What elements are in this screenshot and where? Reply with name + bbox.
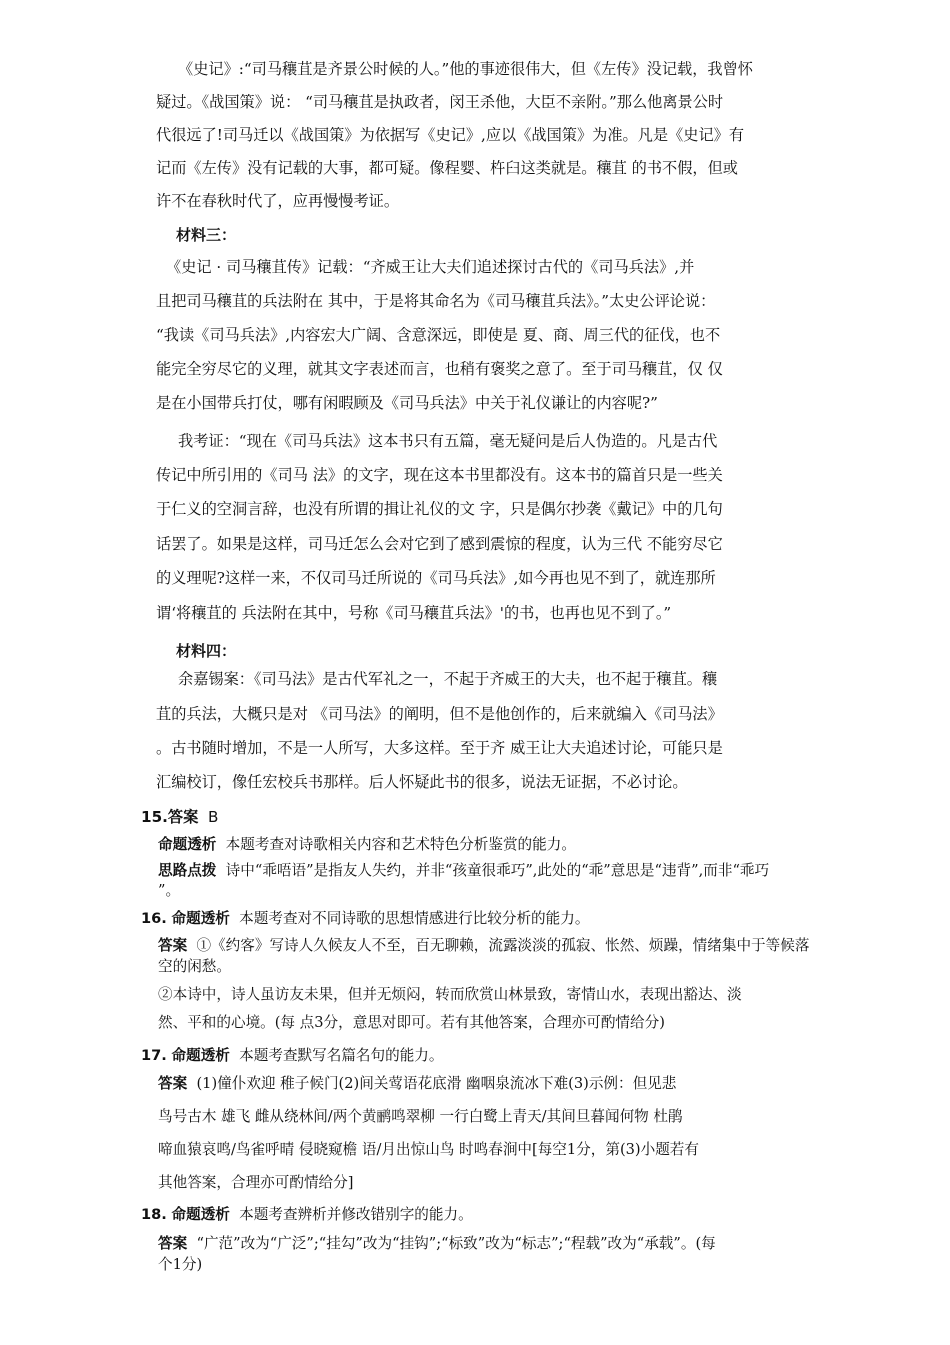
material4-line: 余嘉锡案：《司马法》是古代军礼之一，不起于齐威王的大夫，也不起于穰苴。穰 [178,670,718,688]
question-number: 18. [141,1206,167,1223]
answer-label: 答案 [158,1075,188,1092]
q16-answer-line: 然、平和的心境。(每 点3分，意思对即可。若有其他答案，合理亦可酌情给分) [158,1014,665,1031]
question-number: 16. [141,910,167,927]
q18-answer-row [158,1233,716,1255]
material3-line: 于仁义的空洞言辞，也没有所谓的揖让礼仪的文 字，只是偶尔抄袭《戴记》中的几句 [156,500,723,518]
material4-heading: 材料四： [176,642,237,660]
analysis-label: 命题透析 [171,1047,230,1064]
material3-heading: 材料三： [176,226,237,244]
material3-line: 话罢了。如果是这样，司马迁怎么会对它到了感到震惊的程度，认为三代 不能穷尽它 [156,535,723,553]
answer-label: 答案 [158,1235,188,1252]
material3-line: 的义理呢?这样一来，不仅司马迁所说的《司马兵法》,如今再也见不到了，就连那所 [156,569,716,587]
analysis-text: 本题考查对不同诗歌的思想情感进行比较分析的能力。 [239,910,590,927]
material4-line: 。古书随时增加，不是一人所写，大多这样。至于齐 威王让大夫追述讨论，可能只是 [156,739,723,757]
q17-analysis-row [141,1045,444,1067]
answer-text: (1)僮仆欢迎 稚子候门(2)间关莺语花底滑 幽咽泉流冰下难(3)示例：但见悲 [196,1075,677,1092]
analysis-label: 命题透析 [171,1206,230,1223]
q16-answer-line: 空的闲愁。 [158,958,231,975]
analysis-label: 命题透析 [171,910,230,927]
material2-line: 《史记》:“司马穰苴是齐景公时候的人。”他的事迹很伟大，但《左传》没记载，我曾怀 [178,60,753,78]
material3-line: 是在小国带兵打仗，哪有闲暇顾及《司马兵法》中关于礼仪谦让的内容呢?” [156,394,658,412]
q15-hint-continuation: ”。 [158,882,181,899]
material3-line: “我读《司马兵法》,内容宏大广阔、含意深远，即使是 夏、商、周三代的征伐，也不 [156,326,721,344]
q17-answer-line: 啼血猿哀鸣/鸟雀呼晴 侵晓窥檐 语/月出惊山鸟 时鸣春涧中[每空1分，第(3)小题若有 [158,1141,699,1158]
material3-line: 谓‘将穰苴的 兵法附在其中，号称《司马穰苴兵法》'的书，也再也见不到了。” [156,604,672,622]
q17-answer-line: 鸟号古木 雄飞 雌从绕林间/两个黄鹂鸣翠柳 一行白鹭上青天/其间旦暮闻何物 杜鹃 [158,1108,683,1125]
material4-line: 苴的兵法，大概只是对 《司马法》的阐明，但不是他创作的，后来就编入《司马法》 [156,705,723,723]
question-number: 15. [141,808,168,826]
material3-line: 传记中所引用的《司马 法》的文字，现在这本书里都没有。这本书的篇首只是一些关 [156,466,723,484]
hint-text: 诗中“乖唔语”是指友人失约，并非“孩童很乖巧”,此处的“乖”意思是“违背”,而非“乖巧 [225,862,770,879]
q15-hint-row [158,860,769,882]
analysis-text: 本题考查默写名篇名句的能力。 [239,1047,444,1064]
analysis-text: 本题考查辨析并修改错别字的能力。 [239,1206,473,1223]
q16-answer-line: ②本诗中，诗人虽访友未果，但并无烦闷，转而欣赏山林景致，寄情山水，表现出豁达、淡 [158,986,742,1003]
q17-answer-row [158,1073,676,1095]
material4-line: 汇编校订，像任宏校兵书那样。后人怀疑此书的很多，说法无证据，不必讨论。 [156,773,688,791]
material2-line: 记而《左传》没有记载的大事，都可疑。像程婴、杵臼这类就是。穰苴 的书不假，但或 [156,159,738,177]
answer-label: 答案 [158,937,188,954]
material3-line: 且把司马穰苴的兵法附在 其中，于是将其命名为《司马穰苴兵法》。”太史公评论说： [156,292,716,310]
q18-answer-line: 个1分) [158,1256,203,1273]
answer-value: B [207,808,219,826]
q16-answer-row [158,935,809,957]
question-number: 17. [141,1047,167,1064]
material2-line: 疑过。《战国策》说： “司马穰苴是执政者，闵王杀他，大臣不亲附。”那么他离景公时 [156,93,724,111]
q15-analysis-row [158,834,576,856]
q16-analysis-row [141,908,589,930]
answer-text: ①《约客》写诗人久候友人不至，百无聊赖，流露淡淡的孤寂、怅然、烦躁，情绪集中于等候落 [196,937,810,954]
material3-line: 能完全穷尽它的义理，就其文字表述而言，也稍有褒奖之意了。至于司马穰苴，仅 仅 [156,360,723,378]
material3-line: 《史记 · 司马穰苴传》记载：“齐威王让大夫们追述探讨古代的《司马兵法》,并 [166,258,695,276]
material2-line: 代很远了!司马迁以《战国策》为依据写《史记》,应以《战国策》为准。凡是《史记》有 [156,126,745,144]
q18-analysis-row [141,1204,473,1226]
answer-label: 答案 [167,808,199,826]
q17-answer-line: 其他答案，合理亦可酌情给分] [158,1174,354,1191]
answer-text: “广范”改为“广泛”;“挂勾”改为“挂钩”;“标致”改为“标志”;“程载”改为“承载”。(每 [196,1235,716,1252]
analysis-label: 命题透析 [158,836,217,853]
material3-line: 我考证：“现在《司马兵法》这本书只有五篇，毫无疑问是后人伪造的。凡是古代 [178,432,718,450]
q15-answer-row [141,806,218,828]
hint-label: 思路点拨 [158,862,217,879]
analysis-text: 本题考查对诗歌相关内容和艺术特色分析鉴赏的能力。 [225,836,576,853]
material2-line: 许不在春秋时代了，应再慢慢考证。 [156,192,399,210]
